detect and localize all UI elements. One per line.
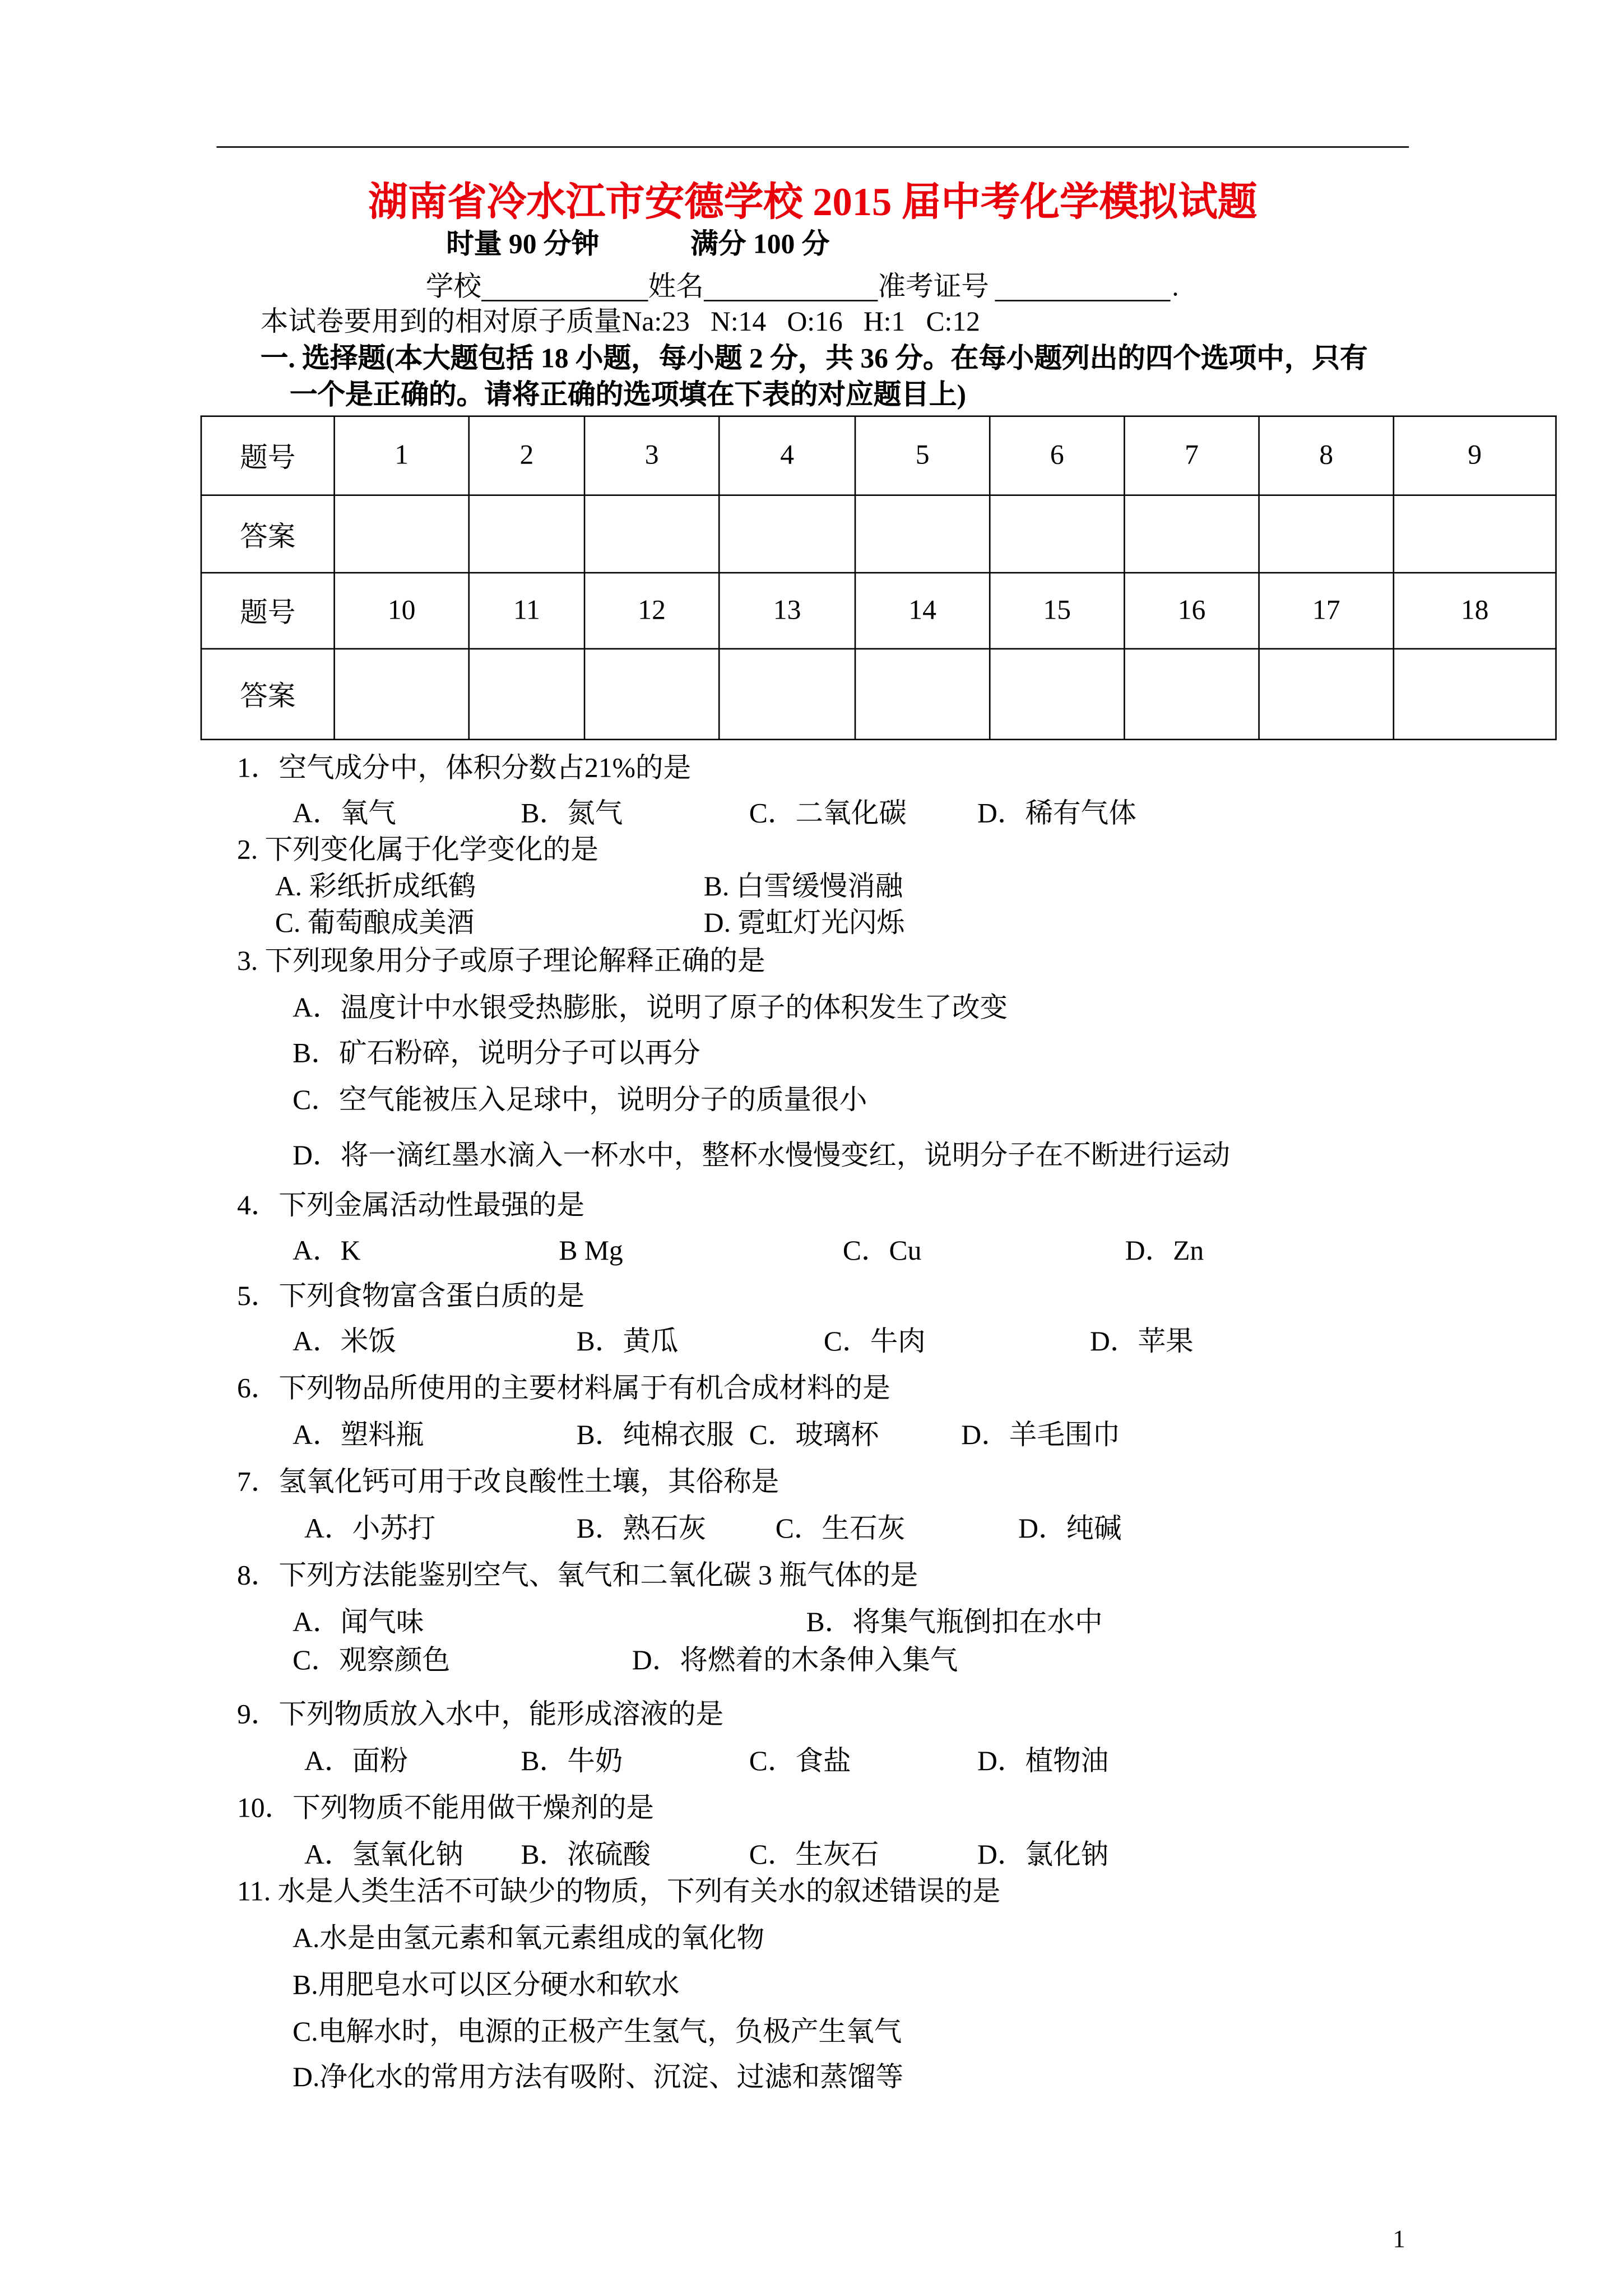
answer-cell: [1259, 495, 1394, 573]
question-2-option-c: C. 葡萄酿成美酒: [275, 908, 475, 940]
page-number: 1: [1393, 2225, 1405, 2253]
answer-cell: [1259, 649, 1394, 740]
question-6-stem: 6．下列物品所使用的主要材料属于有机合成材料的是: [236, 1373, 890, 1405]
answer-cell: [719, 495, 855, 573]
question-1-option-a: A．氧气: [293, 798, 396, 830]
question-number-cell: 11: [469, 573, 584, 649]
question-5-stem: 5．下列食物富含蛋白质的是: [236, 1281, 585, 1312]
question-6-option-c: C．玻璃杯: [749, 1420, 879, 1451]
page-title: 湖南省冷水江市安德学校 2015 届中考化学模拟试题: [368, 180, 1258, 224]
question-7-option-c: C．生石灰: [775, 1514, 906, 1545]
row-label: 答案: [201, 495, 335, 573]
question-number-row: [201, 573, 1556, 649]
question-9-option-d: D．植物油: [977, 1747, 1109, 1778]
exam-full-score: 满分 100 分: [690, 229, 830, 261]
question-number-cell: 16: [1124, 573, 1259, 649]
question-8-option-d: D．将燃着的木条伸入集气: [632, 1646, 958, 1677]
question-4-option-d: D．Zn: [1125, 1236, 1204, 1267]
answer-cell: [990, 649, 1124, 740]
answer-cell: [719, 649, 855, 740]
exam-duration: 时量 90 分钟: [446, 229, 600, 261]
question-2-option-d: D. 霓虹灯光闪烁: [703, 908, 905, 940]
answer-table: [201, 415, 1557, 740]
school-label: 学校: [425, 272, 481, 303]
question-11-option-d: D.净化水的常用方法有吸附、沉淀、过滤和蒸馏等: [293, 2063, 904, 2094]
answer-cell: [584, 495, 719, 573]
question-number-cell: 4: [719, 416, 855, 495]
answer-cell: [584, 649, 719, 740]
question-number-row: [201, 416, 1556, 495]
question-4-option-c: C．Cu: [842, 1236, 922, 1267]
question-number-cell: 8: [1259, 416, 1394, 495]
school-blank: [481, 300, 648, 301]
question-3-option-c: C．空气能被压入足球中，说明分子的质量很小: [293, 1085, 867, 1117]
answer-cell: [469, 649, 584, 740]
answer-cell: [469, 495, 584, 573]
row-label: 题号: [201, 416, 335, 495]
exam-id-blank: [995, 300, 1170, 301]
question-2-option-a: A. 彩纸折成纸鹤: [275, 872, 476, 903]
question-7-option-d: D．纯碱: [1018, 1514, 1122, 1545]
question-2-option-b: B. 白雪缓慢消融: [703, 872, 903, 903]
question-number-cell: 7: [1124, 416, 1259, 495]
question-number-cell: 2: [469, 416, 584, 495]
question-10-option-d: D．氯化钠: [977, 1840, 1109, 1872]
answer-cell: [990, 495, 1124, 573]
question-5-option-c: C．牛肉: [823, 1326, 926, 1358]
question-10-option-b: B．浓硫酸: [521, 1840, 651, 1872]
atomic-masses-note: 本试卷要用到的相对原子质量Na:23 N:14 O:16 H:1 C:12: [260, 307, 980, 338]
question-3-option-a: A．温度计中水银受热膨胀，说明了原子的体积发生了改变: [293, 993, 1008, 1024]
question-9-stem: 9．下列物质放入水中，能形成溶液的是: [236, 1699, 724, 1731]
question-number-cell: 6: [990, 416, 1124, 495]
question-8-option-c: C．观察颜色: [293, 1646, 451, 1677]
question-1-option-c: C．二氧化碳: [749, 798, 907, 830]
question-3-stem: 3. 下列现象用分子或原子理论解释正确的是: [236, 946, 765, 978]
question-11-stem: 11. 水是人类生活不可缺少的物质，下列有关水的叙述错误的是: [236, 1877, 1001, 1908]
question-5-option-d: D．苹果: [1090, 1326, 1194, 1358]
question-number-cell: 5: [855, 416, 990, 495]
question-3-option-d: D．将一滴红墨水滴入一杯水中，整杯水慢慢变红，说明分子在不断进行运动: [293, 1141, 1230, 1172]
question-number-cell: 3: [584, 416, 719, 495]
question-11-option-c: C.电解水时，电源的正极产生氢气，负极产生氧气: [293, 2017, 902, 2049]
answer-cell: [1394, 649, 1556, 740]
question-11-option-b: B.用肥皂水可以区分硬水和软水: [293, 1970, 680, 2002]
answer-row: [201, 649, 1556, 740]
question-2-stem: 2. 下列变化属于化学变化的是: [236, 835, 598, 866]
fields-end-mark: .: [1172, 272, 1179, 303]
question-7-option-a: A．小苏打: [304, 1514, 436, 1545]
question-number-cell: 1: [335, 416, 469, 495]
question-4-option-a: A．K: [293, 1236, 361, 1267]
question-9-option-c: C．食盐: [749, 1747, 851, 1778]
exam-id-label: 准考证号: [878, 272, 989, 303]
section-heading-line-2: 一个是正确的。请将正确的选项填在下表的对应题目上): [289, 380, 967, 411]
question-9-option-b: B．牛奶: [521, 1747, 623, 1778]
question-4-stem: 4．下列金属活动性最强的是: [236, 1191, 585, 1222]
answer-cell: [1124, 649, 1259, 740]
question-6-option-d: D．羊毛围巾: [961, 1420, 1121, 1451]
header-rule: [216, 146, 1409, 148]
question-number-cell: 18: [1394, 573, 1556, 649]
question-11-option-a: A.水是由氢元素和氧元素组成的氧化物: [293, 1924, 765, 1955]
question-6-option-a: A．塑料瓶: [293, 1420, 424, 1451]
question-10-option-a: A．氢氧化钠: [304, 1840, 463, 1872]
question-8-option-b: B．将集气瓶倒扣在水中: [806, 1608, 1103, 1639]
question-number-cell: 9: [1394, 416, 1556, 495]
question-7-option-b: B．熟石灰: [576, 1514, 707, 1545]
question-6-option-b: B．纯棉衣服: [576, 1420, 734, 1451]
row-label: 答案: [201, 649, 335, 740]
question-5-option-b: B．黄瓜: [576, 1326, 679, 1358]
question-9-option-a: A．面粉: [304, 1747, 408, 1778]
question-number-cell: 14: [855, 573, 990, 649]
question-5-option-a: A．米饭: [293, 1326, 396, 1358]
question-7-stem: 7．氢氧化钙可用于改良酸性土壤，其俗称是: [236, 1467, 779, 1498]
name-blank: [704, 300, 878, 301]
question-8-stem: 8．下列方法能鉴别空气、氧气和二氧化碳 3 瓶气体的是: [236, 1561, 918, 1592]
question-1-option-d: D．稀有气体: [977, 798, 1136, 830]
section-heading-line-1: 一. 选择题(本大题包括 18 小题，每小题 2 分，共 36 分。在每小题列出的四个选项中，只有: [260, 343, 1368, 375]
question-number-cell: 10: [335, 573, 469, 649]
question-number-cell: 15: [990, 573, 1124, 649]
answer-cell: [1124, 495, 1259, 573]
answer-cell: [1394, 495, 1556, 573]
question-10-stem: 10．下列物质不能用做干燥剂的是: [236, 1793, 655, 1824]
question-number-cell: 12: [584, 573, 719, 649]
row-label: 题号: [201, 573, 335, 649]
question-10-option-c: C．生灰石: [749, 1840, 879, 1872]
name-label: 姓名: [648, 272, 704, 303]
answer-cell: [335, 495, 469, 573]
answer-cell: [855, 649, 990, 740]
answer-cell: [855, 495, 990, 573]
answer-row: [201, 495, 1556, 573]
question-number-cell: 13: [719, 573, 855, 649]
question-3-option-b: B．矿石粉碎，说明分子可以再分: [293, 1038, 700, 1070]
question-4-option-b: B Mg: [559, 1236, 623, 1267]
answer-cell: [335, 649, 469, 740]
question-1-option-b: B．氮气: [521, 798, 623, 830]
question-number-cell: 17: [1259, 573, 1394, 649]
question-1-stem: 1．空气成分中，体积分数占21%的是: [236, 753, 692, 784]
question-8-option-a: A．闻气味: [293, 1608, 424, 1639]
